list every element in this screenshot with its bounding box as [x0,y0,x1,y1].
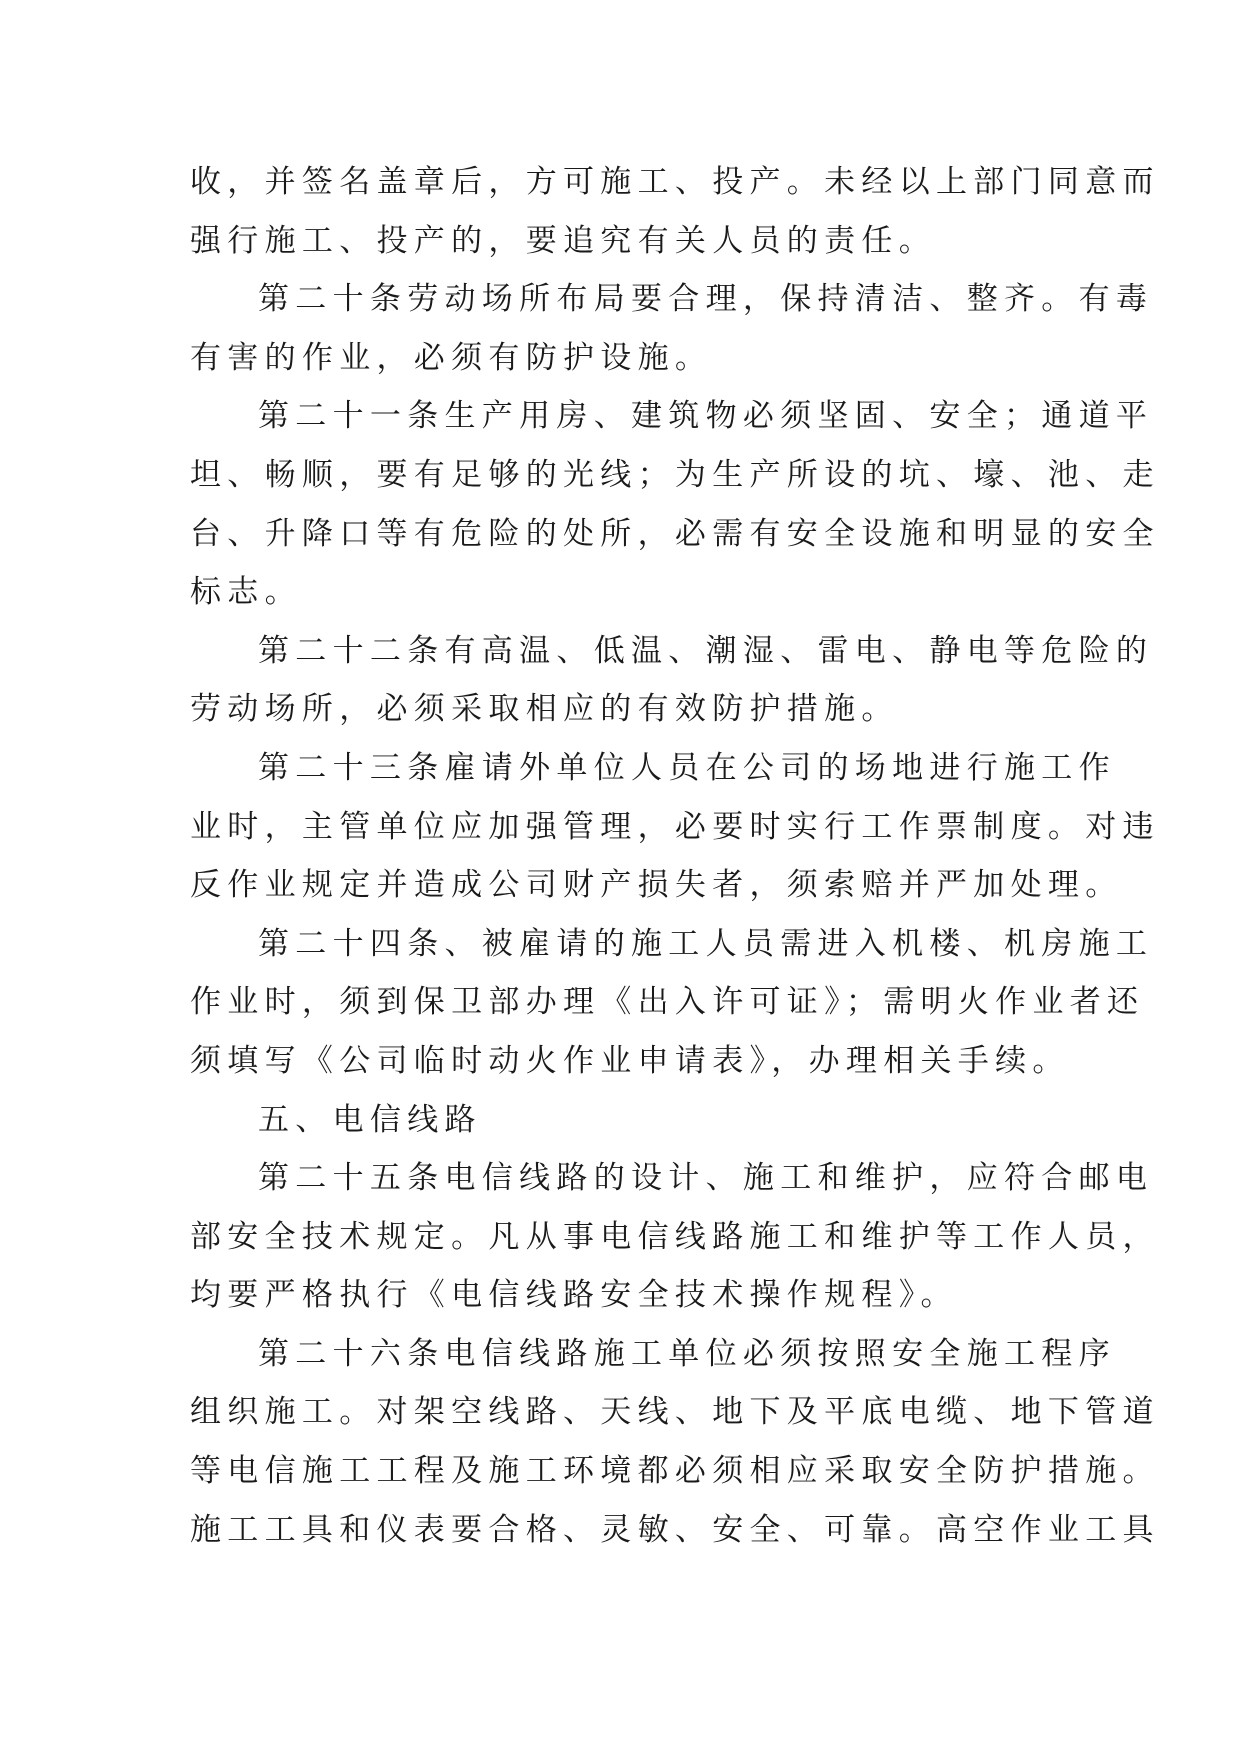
text-line: 均要严格执行《电信线路安全技术操作规程》。 [190,1277,958,1314]
text-line: 第二十条劳动场所布局要合理，保持清洁、整齐。有毒 [258,281,1154,318]
text-line: 须填写《公司临时动火作业申请表》，办理相关手续。 [190,1042,1070,1079]
text-line: 施工工具和仪表要合格、灵敏、安全、可靠。高空作业工具 [190,1511,1160,1548]
text-line: 标志。 [190,574,302,611]
text-line: 第二十二条有高温、低温、潮湿、雷电、静电等危险的 [258,632,1154,669]
text-line: 作业时，须到保卫部办理《出入许可证》；需明火作业者还 [190,984,1145,1021]
text-line: 强行施工、投产的，要追究有关人员的责任。 [190,222,936,259]
text-line: 台、升降口等有危险的处所，必需有安全设施和明显的安全 [190,515,1160,552]
text-line: 劳动场所，必须采取相应的有效防护措施。 [190,691,899,728]
text-line: 第二十六条电信线路施工单位必须按照安全施工程序 [258,1335,1116,1372]
text-line: 第二十一条生产用房、建筑物必须坚固、安全；通道平 [258,398,1154,435]
text-line: 组织施工。对架空线路、天线、地下及平底电缆、地下管道 [190,1394,1160,1431]
text-line: 第二十四条、被雇请的施工人员需进入机楼、机房施工 [258,925,1154,962]
text-line: 第二十五条电信线路的设计、施工和维护，应符合邮电 [258,1160,1154,1197]
text-line: 第二十三条雇请外单位人员在公司的场地进行施工作 [258,749,1116,786]
text-line: 有害的作业，必须有防护设施。 [190,339,713,376]
text-line: 业时，主管单位应加强管理，必要时实行工作票制度。对违 [190,808,1160,845]
text-line: 反作业规定并造成公司财产损失者，须索赔并严加处理。 [190,867,1123,904]
text-line: 收，并签名盖章后，方可施工、投产。未经以上部门同意而 [190,164,1160,200]
text-line: 坦、畅顺，要有足够的光线；为生产所设的坑、壕、池、走 [190,456,1160,493]
text-line: 等电信施工工程及施工环境都必须相应采取安全防护措施。 [190,1453,1160,1490]
document-body [190,153,1160,1559]
text-line: 部安全技术规定。凡从事电信线路施工和维护等工作人员， [190,1218,1160,1255]
text-line: 五、电信线路 [258,1101,482,1138]
